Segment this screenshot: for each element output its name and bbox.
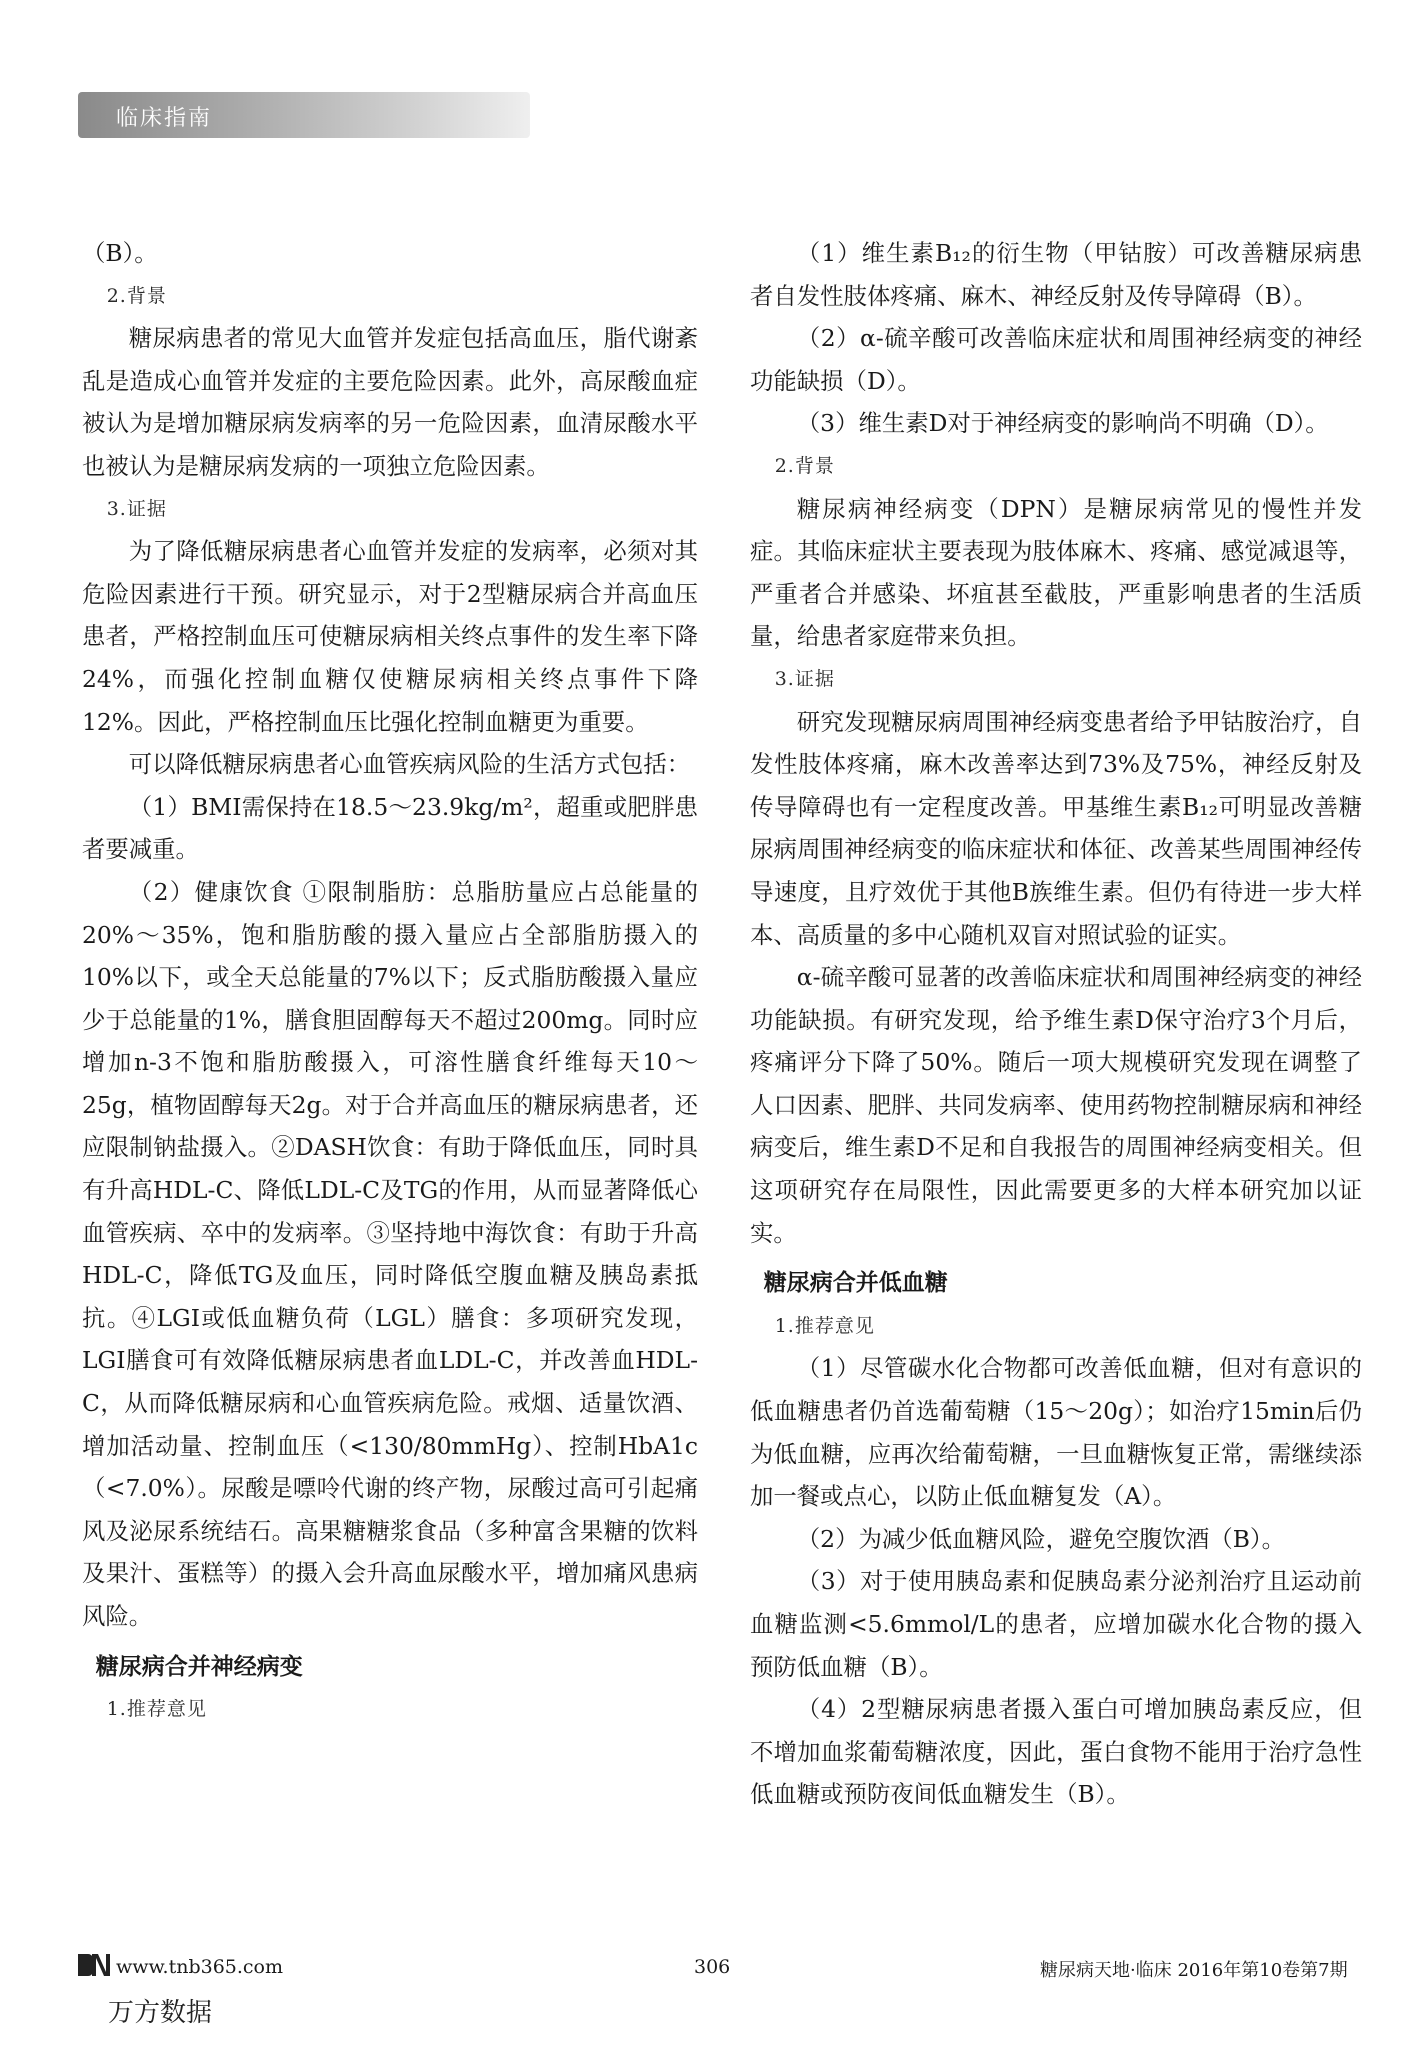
paragraph: 为了降低糖尿病患者心血管并发症的发病率，必须对其危险因素进行干预。研究显示，对于2型糖尿病合并高血压患者，严格控制血压可使糖尿病相关终点事件的发生率下降24%，而强化控制血糖仅使糖尿病相关终点事件下降12%。因此，严格控制血压比强化控制血糖更为重要。 xyxy=(82,537,698,736)
paragraph: α-硫辛酸可显著的改善临床症状和周围神经病变的神经功能缺损。有研究发现，给予维生素D保守治疗3个月后，疼痛评分下降了50%。随后一项大规模研究发现在调整了人口因素、肥胖、共同发病率、使用药物控制糖尿病和神经病变后，维生素D不足和自我报告的周围神经病变相关。但这项研究存在局限性，因此需要更多的大样本研究加以证实。 xyxy=(750,963,1362,1247)
paragraph: （2）α-硫辛酸可改善临床症状和周围神经病变的神经功能缺损（D）。 xyxy=(750,324,1362,395)
paragraph: 糖尿病神经病变（DPN）是糖尿病常见的慢性并发症。其临床症状主要表现为肢体麻木、疼痛、感觉减退等，严重者合并感染、坏疽甚至截肢，严重影响患者的生活质量，给患者家庭带来负担。 xyxy=(750,494,1362,651)
subheading: 1.推荐意见 xyxy=(106,1698,207,1721)
paragraph: （4）2型糖尿病患者摄入蛋白可增加胰岛素反应，但不增加血浆葡萄糖浓度，因此，蛋白食物不能用于治疗急性低血糖或预防夜间低血糖发生（B）。 xyxy=(750,1695,1362,1809)
footer-url: www.tnb365.com xyxy=(116,1956,284,1978)
paragraph: （2）健康饮食 ①限制脂肪：总脂肪量应占总能量的20%～35%，饱和脂肪酸的摄入量应占全部脂肪摄入的10%以下，或全天总能量的7%以下；反式脂肪酸摄入量应少于总能量的1%，膳食胆固醇每天不超过200mg。同时应增加n-3不饱和脂肪酸摄入，可溶性膳食纤维每天10～25g，植物固醇每天2g。对于合并高血压的糖尿病患者，还应限制钠盐摄入。②DASH饮食：有助于降低血压，同时具有升高HDL-C、降低LDL-C及TG的作用，从而显著降低心血管疾病、卒中的发病率。③坚持地中海饮食：有助于升高HDL-C，降低TG及血压，同时降低空腹血糖及胰岛素抵抗。④LGI或低血糖负荷（LGL）膳食：多项研究发现，LGI膳食可有效降低糖尿病患者血LDL-C，并改善血HDL-C，从而降低糖尿病和心血管疾病危险。戒烟、适量饮酒、增加活动量、控制血压（<130/80mmHg）、控制HbA1c（<7.0%）。尿酸是嘌呤代谢的终产物，尿酸过高可引起痛风及泌尿系统结石。高果糖糖浆食品（多种富含果糖的饮料及果汁、蛋糕等）的摄入会升高血尿酸水平，增加痛风患病风险。 xyxy=(82,877,698,1630)
paragraph: （1）BMI需保持在18.5～23.9kg/m²，超重或肥胖患者要减重。 xyxy=(82,792,698,864)
journal-citation: 糖尿病天地·临床 2016年第10卷第7期 xyxy=(1040,1960,1348,1981)
subheading: 3.证据 xyxy=(774,667,835,690)
right-column xyxy=(750,232,1362,1816)
paragraph: （3）对于使用胰岛素和促胰岛素分泌剂治疗且运动前血糖监测<5.6mmol/L的患者，应增加碳水化合物的摄入预防低血糖（B）。 xyxy=(750,1567,1362,1681)
section-heading: 糖尿病合并神经病变 xyxy=(95,1653,303,1680)
subheading: 2.背景 xyxy=(106,284,167,307)
subheading: 1.推荐意见 xyxy=(774,1314,875,1337)
left-column xyxy=(82,232,698,1731)
page-number: 306 xyxy=(694,1956,731,1978)
watermark: 万方数据 xyxy=(108,1998,213,2028)
subheading: 3.证据 xyxy=(106,497,167,520)
section-label: 临床指南 xyxy=(116,106,213,131)
paragraph: 研究发现糖尿病周围神经病变患者给予甲钴胺治疗，自发性肢体疼痛，麻木改善率达到73%及75%，神经反射及传导障碍也有一定程度改善。甲基维生素B₁₂可明显改善糖尿病周围神经病变的临床症状和体征、改善某些周围神经传导速度，且疗效优于其他B族维生素。但仍有待进一步大样本、高质量的多中心随机双盲对照试验的证实。 xyxy=(750,707,1362,949)
paragraph: （1）维生素B₁₂的衍生物（甲钴胺）可改善糖尿病患者自发性肢体疼痛、麻木、神经反射及传导障碍（B）。 xyxy=(750,239,1362,310)
paragraph: 糖尿病患者的常见大血管并发症包括高血压，脂代谢紊乱是造成心血管并发症的主要危险因素。此外，高尿酸血症被认为是增加糖尿病发病率的另一危险因素，血清尿酸水平也被认为是糖尿病发病的一项独立危险因素。 xyxy=(82,324,698,480)
section-heading: 糖尿病合并低血糖 xyxy=(763,1270,948,1297)
paragraph: （2）为减少低血糖风险，避免空腹饮酒（B）。 xyxy=(796,1524,1285,1553)
paragraph-continuation: （B）。 xyxy=(82,239,158,267)
subheading: 2.背景 xyxy=(774,454,835,477)
paragraph: 可以降低糖尿病患者心血管疾病风险的生活方式包括： xyxy=(128,750,691,779)
journal-logo-icon xyxy=(76,1950,112,1980)
paragraph: （3）维生素D对于神经病变的影响尚不明确（D）。 xyxy=(796,409,1329,438)
paragraph: （1）尽管碳水化合物都可改善低血糖，但对有意识的低血糖患者仍首选葡萄糖（15～20g）；如治疗15min后仍为低血糖，应再次给葡萄糖，一旦血糖恢复正常，需继续添加一餐或点心，以防止低血糖复发（A）。 xyxy=(750,1354,1362,1511)
section-header-tab xyxy=(78,92,530,138)
